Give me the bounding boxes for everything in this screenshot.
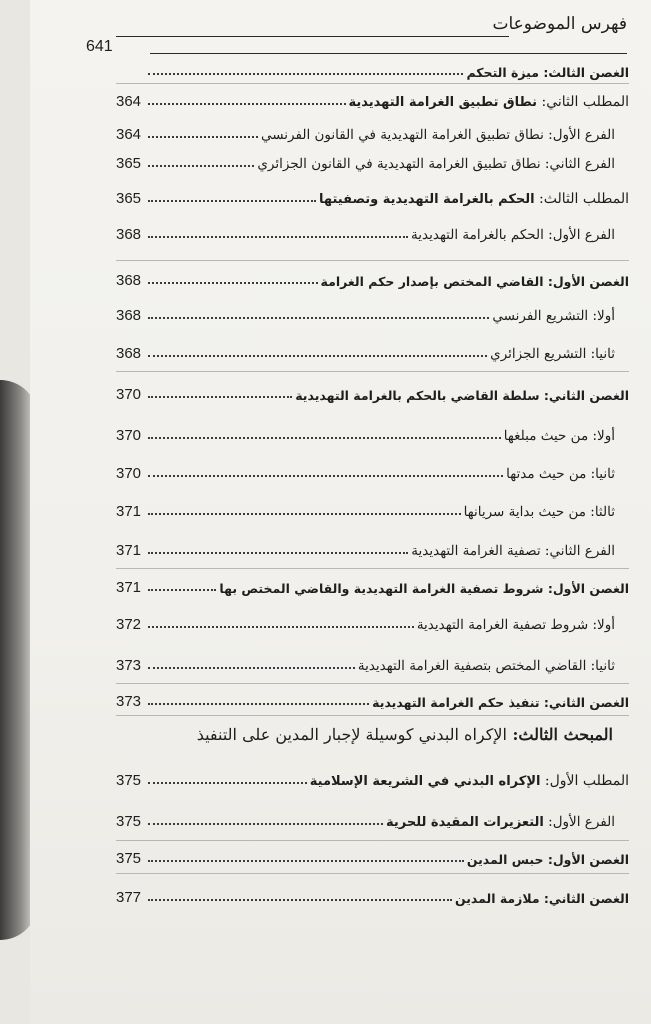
toc-entry-title: المطلب الأول: الإكراه البدني في الشريعة الإسلامية [309,773,629,789]
toc-entry-title: ثانيا: من حيث مدتها [506,466,615,482]
toc-entry [116,84,629,110]
leader-dots [148,703,369,705]
leader-dots [148,282,318,284]
toc-entry [116,763,629,789]
toc-entry [116,607,615,633]
toc-entry-page: 368 [116,226,142,243]
leader-dots [148,236,408,238]
toc-entry [116,263,629,289]
toc-entry-title: الغصن الأول: حبس المدين [466,852,629,867]
book-page [30,0,651,1024]
separator [116,715,629,716]
toc-entry [116,336,615,362]
toc-entry-page: 371 [116,542,142,559]
toc-entry [116,494,615,520]
toc-entry-title: الفرع الأول: الحكم بالغرامة التهديدية [411,227,615,243]
toc-entry [116,54,629,80]
toc-entry-title: ثالثا: من حيث بداية سريانها [463,504,615,520]
toc-entry-title: الفرع الثاني: نطاق تطبيق الغرامة التهديدية في القانون الجزائري [257,156,615,172]
header-rule [116,36,509,37]
leader-dots [148,475,503,477]
toc-entry-title: أولا: التشريع الفرنسي [492,308,615,324]
separator [116,873,629,874]
toc-entry-page: 364 [116,93,142,110]
toc-entry [116,298,615,324]
toc-entry-page: 370 [116,465,142,482]
toc-entry-page: 372 [116,616,142,633]
toc-entry-title: الغصن الثالث: ميزة التحكم [466,65,629,80]
header-title: فهرس الموضوعات [492,14,627,34]
toc-entry-page: 375 [116,813,142,830]
toc-entry-title: الفرع الثاني: تصفية الغرامة التهديدية [411,543,615,559]
toc-entry [116,146,615,172]
toc-entry-page: 364 [116,126,142,143]
leader-dots [148,103,346,105]
leader-dots [148,899,452,901]
leader-dots [148,165,254,167]
page-number: 641 [86,38,113,55]
toc-entry-page: 368 [116,345,142,362]
toc-entry-page: 375 [116,772,142,789]
toc-entry [116,456,615,482]
toc-entry-title: ثانيا: التشريع الجزائري [490,346,615,362]
leader-dots [148,626,414,628]
toc-entry-page: 373 [116,657,142,674]
section-heading: المبحث الثالث: الإكراه البدني كوسيلة لإجبار المدين على التنفيذ [196,725,613,744]
toc-entry-page: 370 [116,427,142,444]
toc-entry [116,804,615,830]
toc-entry-title: الغصن الأول: شروط تصفية الغرامة التهديدية والقاضي المختص بها [219,581,629,596]
leader-dots [148,317,489,319]
separator [116,371,629,372]
leader-dots [148,355,487,357]
leader-dots [148,589,216,591]
leader-dots [148,437,501,439]
separator [116,568,629,569]
leader-dots [148,823,383,825]
toc-entry [116,841,629,867]
toc-entry [116,377,629,403]
leader-dots [148,667,355,669]
toc-entry-page: 368 [116,307,142,324]
toc-entry [116,684,629,710]
leader-dots [148,782,307,784]
toc-entry-title: الغصن الأول: القاضي المختص بإصدار حكم الغرامة [320,274,629,289]
toc-entry-page: 365 [116,190,142,207]
leader-dots [148,552,408,554]
toc-entry-page: 368 [116,272,142,289]
toc-entry [116,533,615,559]
toc-entry-page: 371 [116,503,142,520]
toc-entry-title: أولا: شروط تصفية الغرامة التهديدية [416,617,615,633]
toc-entry-page: 377 [116,889,142,906]
toc-entry-page: 371 [116,579,142,596]
toc-entry [116,181,629,207]
toc-entry-title: المطلب الثاني: نطاق تطبيق الغرامة التهديدية [348,94,629,110]
toc-entry [116,117,615,143]
leader-dots [148,513,461,515]
toc-entry-page: 365 [116,155,142,172]
toc-entry-title: الغصن الثاني: تنفيذ حكم الغرامة التهديدية [372,695,629,710]
toc-entry [116,570,629,596]
toc-entry-title: المطلب الثالث: الحكم بالغرامة التهديدية وتصفيتها [319,191,629,207]
toc-entry-title: الغصن الثاني: سلطة القاضي بالحكم بالغرامة التهديدية [295,388,629,403]
toc-entry-title: الغصن الثاني: ملازمة المدين [454,891,629,906]
toc-entry [116,648,615,674]
toc-entry-title: أولا: من حيث مبلغها [503,428,615,444]
toc-entry [116,217,615,243]
leader-dots [148,396,292,398]
toc-entry [116,418,615,444]
toc-entry-title: ثانيا: القاضي المختص بتصفية الغرامة التهديدية [357,658,615,674]
leader-dots [148,73,463,75]
running-header [116,8,627,44]
toc-entry-title: الفرع الأول: نطاق تطبيق الغرامة التهديدية في القانون الفرنسي [261,127,615,143]
toc-entry [116,880,629,906]
toc-entry-title: الفرع الأول: التعزيرات المقيدة للحرية [385,814,615,830]
leader-dots [148,200,316,202]
separator [116,260,629,261]
toc-entry-page: 370 [116,386,142,403]
toc-entry-page: 375 [116,850,142,867]
leader-dots [148,860,464,862]
toc-entry-page: 373 [116,693,142,710]
leader-dots [148,136,258,138]
